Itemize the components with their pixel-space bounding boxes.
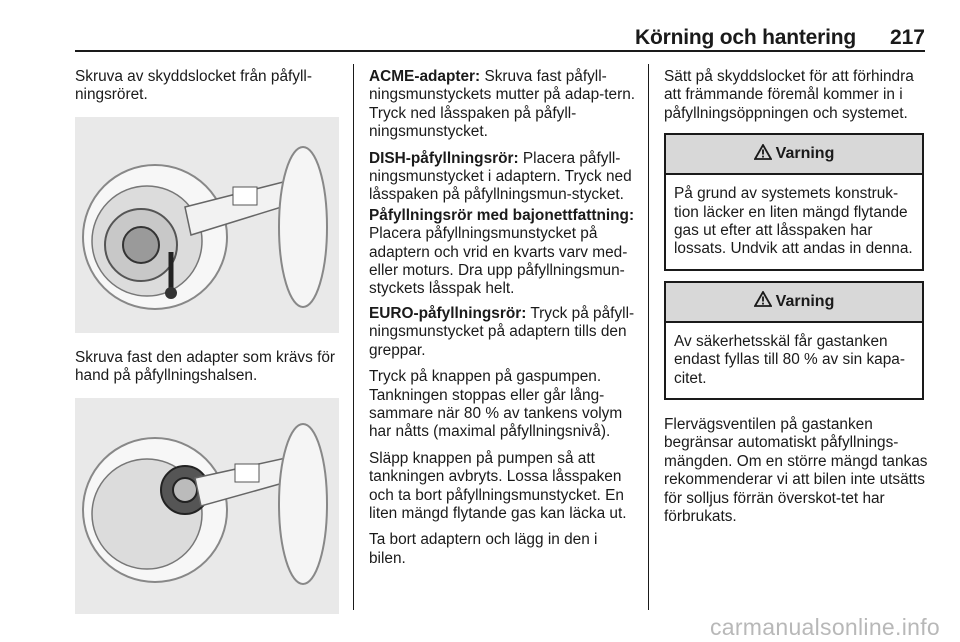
instruction-remove-cap: Skruva av skyddslocket från påfyll-ningsröret. <box>75 68 312 104</box>
column-divider-1 <box>353 64 354 610</box>
remove-adapter-paragraph: Ta bort adaptern och lägg in den i bilen. <box>369 531 598 567</box>
bayonet-label: Påfyllningsrör med bajonettfattning: <box>369 206 635 224</box>
warning-header-2 <box>666 283 922 323</box>
page-header-title: Körning och hantering <box>635 26 856 49</box>
acme-adapter-label: ACME-adapter: <box>369 68 481 85</box>
dish-text: Placera påfyll-ningsmunstycket i adaptern. Tryck ned låsspaken på påfyllningsmun-stycket. <box>369 149 632 204</box>
dish-paragraph <box>369 150 637 205</box>
column-divider-2 <box>648 64 649 610</box>
acme-adapter-paragraph <box>369 68 637 142</box>
figure-filler-cap-open <box>75 117 339 333</box>
warning-triangle-icon <box>754 144 772 165</box>
warning-triangle-icon <box>754 291 772 312</box>
cap-intro-paragraph: Sätt på skyddslocket för att förhindra att främmande föremål kommer in i påfyllningsöppningen och systemet. <box>664 68 914 122</box>
warning-box-2 <box>664 281 924 400</box>
warning-body-1: På grund av systemets konstruk-tion läcker en liten mängd flytande gas ut efter att låsspaken har lossats. Undvik att andas in denna. <box>674 185 913 258</box>
fuel-filler-illustration <box>75 117 339 333</box>
instruction-attach-adapter: Skruva fast den adapter som krävs för hand på påfyllningshalsen. <box>75 348 336 385</box>
adapter-illustration <box>75 398 339 614</box>
column-middle <box>369 68 637 576</box>
pump-button-paragraph: Tryck på knappen på gaspumpen. Tankningen stoppas eller går lång-sammare när 80 % av tankens volym har nåtts (maximal påfyllningsnivå). <box>369 368 623 441</box>
header-divider <box>75 50 925 52</box>
column-left <box>75 68 345 630</box>
release-button-paragraph: Släpp knappen på pumpen så att tankningen avbryts. Lossa låsspaken och ta bort påfyllningsmunstycket. En liten mängd flytande gas kan läcka ut. <box>369 449 627 522</box>
acme-adapter-text: Skruva fast påfyll-ningsmunstyckets mutter på adap-tern. Tryck ned låsspaken på påfyll-ningsmunstycket. <box>369 68 636 141</box>
euro-label: EURO-påfyllningsrör: <box>369 304 527 322</box>
warning-header-1 <box>666 135 922 175</box>
euro-paragraph <box>369 305 637 360</box>
warning-title-1: Varning <box>775 145 835 163</box>
warning-body-2: Av säkerhetsskäl får gastanken endast fyllas till 80 % av sin kapa-citet. <box>674 332 905 387</box>
warning-title-2: Varning <box>775 292 835 310</box>
watermark-text: carmanualsonline.info <box>709 614 940 640</box>
page-number: 217 <box>889 26 925 49</box>
column-right <box>664 68 928 535</box>
bayonet-paragraph <box>369 207 637 299</box>
figure-adapter-fitted <box>75 398 339 614</box>
valve-paragraph: Flervägsventilen på gastanken begränsar automatiskt påfyllnings-mängden. Om en större mängd tankas rekommenderar vi att bilen inte utsätts för solljus förrän överskot-tet har förbrukats. <box>664 416 928 526</box>
dish-label: DISH-påfyllningsrör: <box>369 149 519 167</box>
bayonet-text: Placera påfyllningsmunstycket på adaptern och vrid en kvarts varv med- eller moturs. Dra upp påfyllningsmun-styckets låsspak helt. <box>369 225 628 298</box>
warning-box-1 <box>664 133 924 271</box>
euro-text: Tryck på påfyll-ningsmunstycket på adaptern tills den greppar. <box>369 304 635 359</box>
